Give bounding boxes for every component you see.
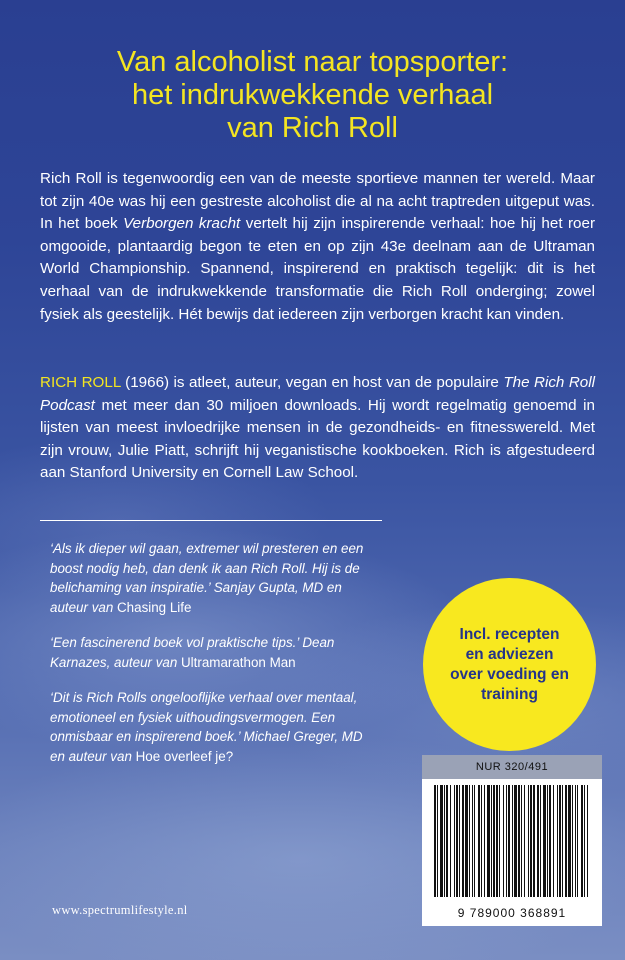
barcode-bar [537, 785, 539, 897]
bio-text-1: (1966) is atleet, auteur, vegan en host van de populaire [120, 374, 504, 391]
podcast-title: The Rich Roll Podcast [40, 374, 595, 414]
divider-line [40, 520, 382, 521]
barcode-bar [575, 785, 576, 897]
barcode-bar [562, 785, 563, 897]
headline-line-2: het indrukwekkende verhaal [131, 79, 494, 111]
bonus-badge-text: Incl. recepten en adviezen over voeding en training [450, 625, 569, 703]
quote-3-text: ‘Dit is Rich Rolls ongelooflijke verhaal over mentaal, emotioneel en fysiek uithoudingsvermogen. Een onmisbaar en inspirerend boek.’ Michael Greger, MD en auteur van [50, 690, 363, 764]
bonus-badge [423, 578, 596, 751]
headline-line-3: van Rich Roll [227, 112, 398, 144]
intro-paragraph [40, 168, 595, 326]
barcode-bar [524, 785, 525, 897]
barcode-bar [553, 785, 554, 897]
barcode-bar [481, 785, 482, 897]
barcode-bar [528, 785, 529, 897]
barcode-bar [512, 785, 513, 897]
author-bio [40, 372, 595, 485]
quote-1-text: ‘Als ik dieper wil gaan, extremer wil presteren en een boost nodig heb, dan denk ik aan Rich Roll. Hij is de belichaming van inspiratie.’ Sanjay Gupta, MD en auteur van [50, 541, 364, 615]
barcode-bar [434, 785, 436, 897]
barcode-bar [472, 785, 473, 897]
barcode-bar [530, 785, 532, 897]
barcode-bar [487, 785, 490, 897]
barcode-bar [543, 785, 546, 897]
intro-book-title: Verborgen kracht [123, 215, 241, 233]
barcode-bar [478, 785, 480, 897]
barcode-bar [450, 785, 451, 897]
barcode-bar [549, 785, 551, 897]
barcode-bar [484, 785, 485, 897]
barcode-bar [559, 785, 561, 897]
barcode-bar [459, 785, 460, 897]
barcode-bar [572, 785, 573, 897]
barcode [422, 779, 602, 926]
barcode-bar [577, 785, 578, 897]
barcode-bar [521, 785, 522, 897]
barcode-bar [465, 785, 468, 897]
barcode-bar [518, 785, 520, 897]
headline [40, 46, 585, 145]
barcode-bar [540, 785, 541, 897]
barcode-bar [533, 785, 535, 897]
barcode-bar [437, 785, 438, 897]
barcode-bar [506, 785, 507, 897]
barcode-bar [547, 785, 548, 897]
quote-2-text: ‘Een fascinerend boek vol praktische tips.’ Dean Karnazes, auteur van [50, 635, 335, 670]
barcode-bar [444, 785, 445, 897]
bio-text-2: met meer dan 30 miljoen downloads. Hij wordt regelmatig genoemd in lijsten van meest invloedrijke mensen in de gezondheids- en fitnesswereld. Met zijn vrouw, Julie Piatt, schrijft hij veganistische kookboeken. Rich is afgestudeerd aan Stanford University en Cornell Law School. [40, 396, 595, 482]
intro-text-2: vertelt hij zijn inspirerende verhaal: hoe hij het roer omgooide, plantaardig begon te eten en op zijn 43e deelnam aan de Ultraman World Championship. Spannend, inspirerend en praktisch tegelijk: dit is het verhaal van de indrukwekkende transformatie die Rich Roll onderging; zowel fysiek als geestelijk. Hét bewijs dat iedereen zijn verborgen kracht kan vinden. [40, 215, 595, 323]
barcode-bar [446, 785, 448, 897]
barcode-bar [499, 785, 500, 897]
barcode-bar [584, 785, 585, 897]
barcode-bar [557, 785, 558, 897]
barcode-bars [432, 785, 592, 897]
barcode-bar [503, 785, 504, 897]
barcode-bar [514, 785, 517, 897]
author-name: RICH ROLL [40, 374, 121, 391]
barcode-bar [581, 785, 583, 897]
nur-code: NUR 320/491 [422, 755, 602, 779]
barcode-bar [491, 785, 492, 897]
barcode-bar [474, 785, 475, 897]
quote-1 [50, 539, 370, 617]
publisher-website: www.spectrumlifestyle.nl [52, 903, 188, 917]
quote-2 [50, 633, 370, 672]
barcode-bar [496, 785, 498, 897]
quote-3 [50, 688, 370, 766]
barcode-bar [462, 785, 464, 897]
barcode-bar [469, 785, 470, 897]
barcode-bar [587, 785, 588, 897]
intro-text-1: Rich Roll is tegenwoordig een van de meeste sportieve mannen ter wereld. Maar tot zijn 40e was hij een gestreste alcoholist die al na acht traptreden uitgeput was. In het boek [40, 170, 595, 233]
barcode-bar [565, 785, 567, 897]
barcode-bar [568, 785, 571, 897]
barcode-bar [454, 785, 455, 897]
barcode-bar [508, 785, 510, 897]
quote-2-work: Ultramarathon Man [181, 654, 296, 670]
headline-line-1: Van alcoholist naar topsporter: [116, 46, 509, 78]
barcode-bar [493, 785, 495, 897]
barcode-bar [456, 785, 458, 897]
barcode-bar [440, 785, 443, 897]
quote-3-work: Hoe overleef je? [135, 748, 234, 764]
quote-1-work: Chasing Life [117, 599, 192, 615]
isbn-number: 9 789000 368891 [457, 906, 567, 920]
